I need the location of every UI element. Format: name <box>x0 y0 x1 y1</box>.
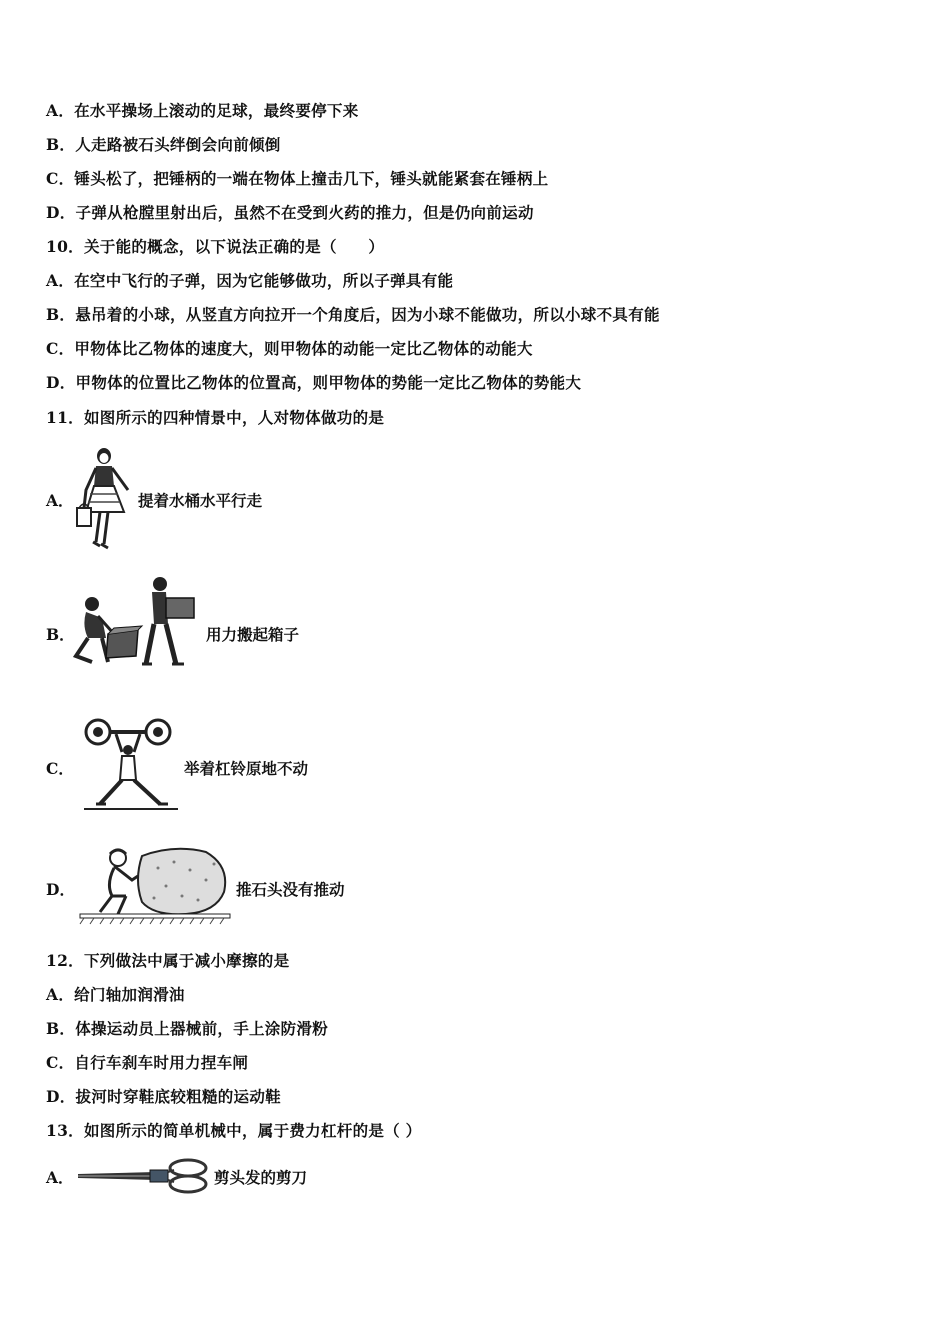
q11-option-c-letter: C． <box>46 759 74 778</box>
q13-stem: 13．如图所示的简单机械中，属于费力杠杆的是（ ） <box>46 1121 422 1140</box>
q12-option-b: B．体操运动员上器械前，手上涂防滑粉 <box>46 1019 329 1038</box>
q10-stem: 10．关于能的概念，以下说法正确的是（ ） <box>46 237 385 256</box>
scissors-figure <box>76 1158 212 1194</box>
q12-option-d: D．拔河时穿鞋底较粗糙的运动鞋 <box>46 1087 281 1106</box>
man-lifting-box-figure <box>72 576 198 668</box>
q13-option-a-letter: A． <box>46 1168 74 1187</box>
q9-option-d: D．子弹从枪膛里射出后，虽然不在受到火药的推力，但是仍向前运动 <box>46 203 534 222</box>
q12-stem: 12．下列做法中属于减小摩擦的是 <box>46 951 290 970</box>
q9-option-a: A．在水平操场上滚动的足球，最终要停下来 <box>46 101 359 120</box>
q11-option-b-letter: B． <box>46 625 75 644</box>
q13-option-a-caption: 剪头发的剪刀 <box>214 1168 308 1187</box>
q10-option-d: D．甲物体的位置比乙物体的位置高，则甲物体的势能一定比乙物体的势能大 <box>46 373 582 392</box>
q9-option-b: B．人走路被石头绊倒会向前倾倒 <box>46 135 281 154</box>
q10-option-c: C．甲物体比乙物体的速度大，则甲物体的动能一定比乙物体的动能大 <box>46 339 533 358</box>
q10-option-a: A．在空中飞行的子弹，因为它能够做功，所以子弹具有能 <box>46 271 454 290</box>
q12-option-a: A．给门轴加润滑油 <box>46 985 185 1004</box>
q11-option-d-caption: 推石头没有推动 <box>236 880 345 899</box>
woman-carrying-bucket-figure <box>74 446 138 550</box>
q9-option-c: C．锤头松了，把锤柄的一端在物体上撞击几下，锤头就能紧套在锤柄上 <box>46 169 549 188</box>
q11-option-a-letter: A． <box>46 491 74 510</box>
q11-option-d-letter: D． <box>46 880 75 899</box>
q11-stem: 11．如图所示的四种情景中，人对物体做功的是 <box>46 408 385 427</box>
person-pushing-rock-figure <box>78 840 234 926</box>
q11-option-c-caption: 举着杠铃原地不动 <box>184 759 309 778</box>
q11-option-b-caption: 用力搬起箱子 <box>206 625 300 644</box>
q12-option-c: C．自行车刹车时用力捏车闸 <box>46 1053 249 1072</box>
q11-option-a-caption: 提着水桶水平行走 <box>138 491 263 510</box>
weightlifter-figure <box>82 716 182 814</box>
q10-option-b: B．悬吊着的小球，从竖直方向拉开一个角度后，因为小球不能做功，所以小球不具有能 <box>46 305 660 324</box>
